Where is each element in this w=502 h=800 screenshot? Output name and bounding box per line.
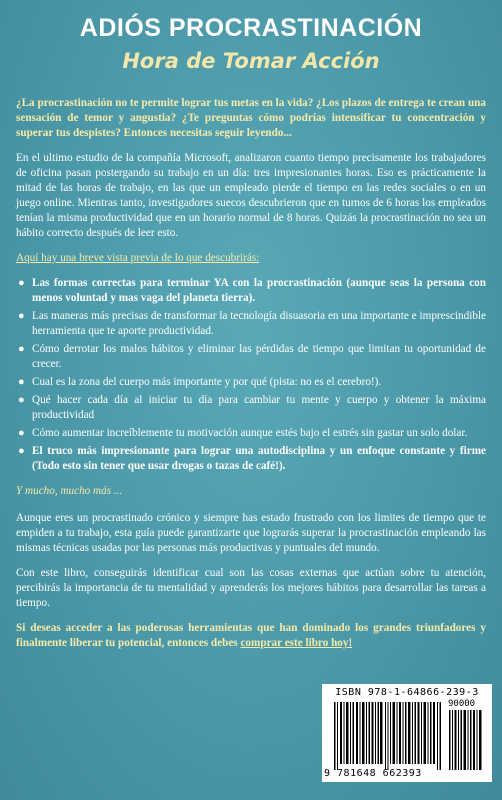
- isbn-barcode: [322, 684, 492, 782]
- preview-heading: Aquí hay una breve vista previa de lo que descubrirás:: [16, 252, 260, 264]
- study-paragraph: En el ultimo estudio de la compañía Microsoft, analizaron cuanto tiempo precisamente los trabajadores de oficina pasan postergando su trabajo en un día: tres impresionantes horas. Eso es prácticamente la mitad de las horas de trabajo, en las que un empleado pierde el tiempo en las redes sociales o en un juego online. Mientras tanto, investigadores suecos descubrieron que en turnos de 6 horas los empleados tenían la misma productividad que en un horario normal de 8 horas. Quizás la procrastinación no sea un hábito correcto después de leer esto.: [16, 152, 486, 239]
- feature-text: El truco más impresionante para lograr una autodisciplina y un enfoque constante y firme (Todo esto sin tener que usar drogas o tazas de café!).: [32, 445, 486, 472]
- call-to-action: [16, 621, 486, 651]
- bullet-icon: ●: [18, 310, 25, 322]
- feature-text: Las maneras más precisas de transformar la tecnología disuasoria en una importante e imprescindible herramienta que te aporte productividad.: [32, 310, 486, 337]
- buy-link[interactable]: comprar este libro hoy!: [240, 637, 353, 649]
- feature-item: [16, 342, 486, 372]
- feature-item: [16, 444, 486, 474]
- barcode-digits: 9 781648 662393: [324, 768, 422, 779]
- intro-paragraph: ¿La procrastinación no te permite lograr tus metas en la vida? ¿Los plazos de entrega te crean una sensación de temor y angustia? ¿Te preguntas cómo podrías intensificar tu concentración y superar tus despistes? Entonces necesitas seguir leyendo...: [16, 97, 486, 139]
- book-subtitle: Hora de Tomar Acción: [122, 49, 380, 73]
- bullet-icon: ●: [18, 394, 25, 406]
- bullet-icon: ●: [18, 277, 25, 289]
- barcode-bars-icon: [332, 698, 444, 770]
- feature-text: Cual es la zona del cuerpo más importante y por qué (pista: no es el cerebro!).: [32, 376, 382, 388]
- addon-barcode-bars-icon: [448, 710, 484, 770]
- feature-item: [16, 393, 486, 423]
- feature-item: [16, 309, 486, 339]
- blurb: [16, 96, 486, 661]
- bullet-icon: ●: [18, 445, 25, 457]
- and-more-text: Y mucho, mucho más ...: [16, 485, 123, 497]
- bullet-icon: ●: [18, 376, 25, 388]
- feature-text: Qué hacer cada día al iniciar tu día para cambiar tu mente y cuerpo y obtener la máxima productividad: [32, 394, 486, 421]
- bullet-icon: ●: [18, 427, 25, 439]
- feature-list: [16, 276, 486, 474]
- feature-item: [16, 426, 486, 441]
- guarantee-paragraph: Aunque eres un procrastinado crónico y siempre has estado frustrado con los limites de tiempo que te empiden a tu trabajo, esta guía puede garantizarte que lograrás superar la procrastinación empleando las mismas técnicas usadas por las personas más productivas y puntuales del mundo.: [16, 512, 486, 554]
- cta-text: Si deseas acceder a las poderosas herramientas que han dominado los grandes triunfadores y finalmente liberar tu potencial, entonces debes: [16, 622, 486, 649]
- bullet-icon: ●: [18, 343, 25, 355]
- feature-text: Cómo derrotar los malos hábitos y eliminar las pérdidas de tiempo que limitan tu oportunidad de crecer.: [32, 343, 486, 370]
- feature-text: Las formas correctas para terminar YA con la procrastinación (aunque seas la persona con menos voluntad y mas vaga del planeta tierra).: [32, 277, 486, 304]
- feature-text: Cómo aumentar increíblemente tu motivación aunque estés bajo el estrés sin gastar un solo dolar.: [32, 427, 468, 439]
- book-title: ADIÓS PROCRASTINACIÓN: [79, 14, 423, 42]
- feature-item: [16, 276, 486, 306]
- price-code: 90000: [448, 699, 476, 709]
- isbn-number: ISBN 978-1-64866-239-3: [335, 687, 479, 698]
- benefits-paragraph: Con este libro, conseguirás identificar cual son las cosas externas que actúan sobre tu atención, percibirás la importancia de tu mentalidad y aprenderás los mejores hábitos para desarrollar las tareas a tiempo.: [16, 567, 486, 609]
- feature-item: [16, 375, 486, 390]
